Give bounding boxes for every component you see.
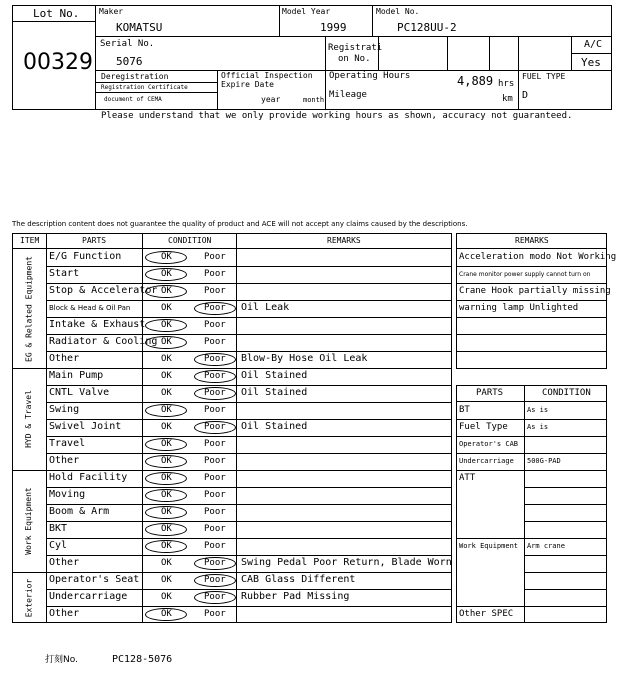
row-divider — [46, 606, 452, 607]
ok-label: OK — [161, 286, 172, 296]
row-divider — [46, 385, 452, 386]
spec-part: Other SPEC — [459, 609, 514, 619]
part-name: Hold Facility — [49, 472, 128, 483]
ok-circle-mark — [145, 438, 187, 451]
ok-circle-mark — [145, 506, 187, 519]
poor-label: Poor — [204, 269, 226, 279]
part-name: BKT — [49, 523, 68, 534]
poor-label: Poor — [204, 524, 226, 534]
poor-label: Poor — [204, 439, 226, 449]
poor-label: Poor — [204, 490, 226, 500]
part-name: Other — [49, 353, 80, 364]
row-divider — [456, 266, 607, 267]
remark-text: Blow-By Hose Oil Leak — [241, 353, 368, 364]
inspection-label: Official Inspection — [221, 71, 313, 80]
ok-circle-mark — [145, 523, 187, 536]
registration-cert-label: Registration Certificate — [101, 84, 188, 91]
poor-label: Poor — [204, 456, 226, 466]
ok-circle-mark — [145, 472, 187, 485]
row-divider — [524, 521, 607, 522]
part-name: Travel — [49, 438, 86, 449]
divider — [95, 92, 217, 93]
part-name: Intake & Exhaust — [49, 319, 146, 330]
poor-circle-mark — [194, 302, 236, 315]
part-name: Cyl — [49, 540, 68, 551]
divider — [279, 5, 280, 36]
row-divider — [46, 283, 452, 284]
poor-label: Poor — [204, 286, 226, 296]
ok-label: OK — [161, 473, 172, 483]
row-divider — [524, 487, 607, 488]
remark-line: Crane monitor power supply cannot turn on — [459, 271, 591, 278]
row-divider — [46, 266, 452, 267]
divider — [46, 233, 47, 623]
part-name: Start — [49, 268, 80, 279]
remark-text: Oil Leak — [241, 302, 290, 313]
deregistration-label: Deregistration — [101, 72, 169, 81]
row-divider — [524, 589, 607, 590]
maker-label: Maker — [99, 7, 124, 16]
row-divider — [524, 555, 607, 556]
row-divider — [456, 453, 607, 454]
ok-label: OK — [161, 524, 172, 534]
poor-label: Poor — [204, 541, 226, 551]
spec-condition: 500G-PAD — [527, 457, 561, 465]
remark-text: Rubber Pad Missing — [241, 591, 350, 602]
part-name: Moving — [49, 489, 86, 500]
row-divider — [46, 453, 452, 454]
remarks-header: REMARKS — [515, 236, 549, 245]
row-divider — [456, 436, 607, 437]
row-divider — [524, 504, 607, 505]
ok-label: OK — [161, 575, 172, 585]
poor-label: Poor — [204, 575, 226, 585]
col-header-remarks: REMARKS — [327, 236, 361, 245]
part-name: Swing — [49, 404, 80, 415]
part-name: Swivel Joint — [49, 421, 122, 432]
divider — [12, 248, 452, 249]
poor-label: Poor — [204, 337, 226, 347]
inspection-label-2: Expire Date — [221, 80, 274, 89]
serial-label: Serial No. — [100, 39, 155, 49]
divider — [571, 53, 612, 54]
spec-part: Operator's CAB — [459, 440, 519, 448]
poor-label: Poor — [204, 592, 226, 602]
ok-circle-mark — [145, 251, 187, 264]
ok-label: OK — [161, 371, 172, 381]
remark-text: Oil Stained — [241, 370, 308, 381]
remark-line: Acceleration modo Not Working — [459, 252, 617, 262]
poor-label: Poor — [204, 354, 226, 364]
poor-label: Poor — [204, 609, 226, 619]
spec-part: ATT — [459, 473, 476, 483]
part-name: CNTL Valve — [49, 387, 110, 398]
divider — [456, 401, 607, 402]
ok-label: OK — [161, 422, 172, 432]
divider — [95, 5, 96, 110]
remark-text: Oil Stained — [241, 387, 308, 398]
spec-part: BT — [459, 405, 470, 415]
part-name: Other — [49, 455, 80, 466]
poor-circle-mark — [194, 421, 236, 434]
ok-circle-mark — [145, 489, 187, 502]
poor-label: Poor — [204, 558, 226, 568]
row-divider — [456, 300, 607, 301]
row-divider — [456, 538, 607, 539]
spec-parts-header: PARTS — [476, 388, 504, 398]
stamp-no-label: 打刻No. — [45, 655, 78, 665]
ok-label: OK — [161, 269, 172, 279]
ok-circle-mark — [145, 336, 187, 349]
ok-label: OK — [161, 439, 172, 449]
row-divider — [46, 402, 452, 403]
row-divider — [46, 317, 452, 318]
row-divider — [46, 538, 452, 539]
row-divider — [456, 606, 607, 607]
ok-label: OK — [161, 303, 172, 313]
row-divider — [456, 351, 607, 352]
row-divider — [46, 351, 452, 352]
lot-number: 00329 — [23, 50, 93, 75]
ok-circle-mark — [145, 455, 187, 468]
row-divider — [456, 419, 607, 420]
col-header-item: ITEM — [20, 236, 40, 245]
ok-circle-mark — [145, 268, 187, 281]
ok-circle-mark — [145, 608, 187, 621]
poor-label: Poor — [204, 507, 226, 517]
ok-label: OK — [161, 541, 172, 551]
poor-circle-mark — [194, 557, 236, 570]
serial-value: 5076 — [116, 55, 143, 68]
spec-condition: Arm crane — [527, 542, 565, 550]
row-divider — [46, 555, 452, 556]
row-divider — [46, 504, 452, 505]
part-name: Undercarriage — [49, 591, 128, 602]
spec-part: Undercarriage — [459, 457, 514, 465]
remark-line: Crane Hook partially missing — [459, 286, 611, 296]
divider — [12, 21, 95, 22]
part-name: E/G Function — [49, 251, 122, 262]
part-name: Main Pump — [49, 370, 104, 381]
divider — [95, 82, 217, 83]
row-divider — [456, 317, 607, 318]
divider — [447, 36, 448, 70]
registration-label: Registrati — [328, 43, 383, 53]
ac-label: A/C — [584, 39, 603, 50]
ok-label: OK — [161, 354, 172, 364]
poor-label: Poor — [204, 388, 226, 398]
row-divider — [456, 283, 607, 284]
model-no-value: PC128UU-2 — [397, 21, 457, 34]
poor-circle-mark — [194, 353, 236, 366]
spec-part: Fuel Type — [459, 422, 508, 432]
operating-hours-value: 4,889 — [457, 74, 494, 88]
group-divider — [12, 572, 452, 573]
row-divider — [456, 470, 607, 471]
col-header-parts: PARTS — [82, 236, 107, 245]
poor-circle-mark — [194, 370, 236, 383]
ok-label: OK — [161, 456, 172, 466]
remark-text: CAB Glass Different — [241, 574, 356, 585]
disclaimer: The description content does not guarantee the quality of product and ACE will not accept any claims caused by the descriptions. — [12, 220, 468, 228]
row-divider — [46, 300, 452, 301]
poor-circle-mark — [194, 574, 236, 587]
divider — [217, 70, 218, 110]
row-divider — [46, 521, 452, 522]
divider — [518, 36, 519, 70]
ok-label: OK — [161, 592, 172, 602]
part-name: Operator's Seat — [49, 574, 140, 585]
part-name: Stop & Accelerator — [49, 285, 158, 296]
divider — [518, 70, 519, 110]
fuel-type-label: FUEL TYPE — [522, 72, 566, 81]
poor-label: Poor — [204, 252, 226, 262]
ok-label: OK — [161, 252, 172, 262]
cema-label: document of CEMA — [104, 96, 162, 103]
fuel-type-value: D — [522, 90, 529, 101]
ok-label: OK — [161, 320, 172, 330]
group-label: Exterior — [24, 578, 33, 617]
poor-circle-mark — [194, 387, 236, 400]
year-label: year — [261, 95, 281, 104]
mileage-label: Mileage — [329, 90, 367, 100]
registration-label-2: on No. — [338, 54, 371, 64]
part-name: Boom & Arm — [49, 506, 110, 517]
poor-label: Poor — [204, 422, 226, 432]
ok-circle-mark — [145, 540, 187, 553]
row-divider — [46, 589, 452, 590]
divider — [325, 36, 326, 110]
row-divider — [46, 419, 452, 420]
poor-label: Poor — [204, 473, 226, 483]
poor-label: Poor — [204, 371, 226, 381]
divider — [378, 36, 379, 70]
row-divider — [46, 487, 452, 488]
divider — [456, 248, 607, 249]
ok-label: OK — [161, 388, 172, 398]
row-divider — [46, 334, 452, 335]
lot-no-label: Lot No. — [33, 7, 80, 20]
part-name: Radiator & Cooling — [49, 336, 158, 347]
ok-circle-mark — [145, 404, 187, 417]
ok-label: OK — [161, 507, 172, 517]
divider — [95, 36, 612, 37]
spec-condition-header: CONDITION — [542, 388, 591, 398]
group-label: EG & Related Equipment — [24, 255, 33, 362]
ok-label: OK — [161, 609, 172, 619]
group-label: HYD & Travel — [24, 390, 33, 448]
maker-value: KOMATSU — [116, 21, 163, 34]
ok-circle-mark — [145, 285, 187, 298]
remark-text: Oil Stained — [241, 421, 308, 432]
km-label: km — [502, 94, 513, 104]
model-no-label: Model No. — [376, 7, 420, 16]
ok-label: OK — [161, 405, 172, 415]
part-name: Other — [49, 557, 80, 568]
divider — [236, 233, 237, 623]
row-divider — [46, 436, 452, 437]
stamp-no-value: PC128-5076 — [112, 654, 173, 665]
ok-label: OK — [161, 337, 172, 347]
divider — [489, 36, 490, 70]
ok-circle-mark — [145, 319, 187, 332]
ok-label: OK — [161, 558, 172, 568]
model-year-value: 1999 — [320, 21, 347, 34]
col-header-condition: CONDITION — [168, 236, 212, 245]
spec-condition: As is — [527, 423, 549, 431]
poor-label: Poor — [204, 320, 226, 330]
remark-text: Swing Pedal Poor Return, Blade Worn — [241, 557, 452, 568]
poor-circle-mark — [194, 591, 236, 604]
group-divider — [12, 368, 452, 369]
ac-value: Yes — [581, 56, 601, 69]
row-divider — [524, 572, 607, 573]
part-name: Block & Head & Oil Pan — [49, 304, 131, 312]
working-hours-note: Please understand that we only provide working hours as shown, accuracy not guaranteed. — [101, 111, 573, 121]
part-name: Other — [49, 608, 80, 619]
model-year-label: Model Year — [282, 7, 331, 16]
row-divider — [456, 334, 607, 335]
month-label: month — [303, 96, 325, 104]
operating-hours-label: Operating Hours — [329, 71, 411, 81]
divider — [372, 5, 373, 36]
hrs-label: hrs — [498, 79, 515, 89]
ok-label: OK — [161, 490, 172, 500]
spec-condition: As is — [527, 406, 549, 414]
remark-line: warning lamp Unlighted — [459, 303, 579, 313]
poor-label: Poor — [204, 303, 226, 313]
group-label: Work Equipment — [24, 487, 33, 555]
spec-part: Work Equipment — [459, 542, 519, 550]
group-divider — [12, 470, 452, 471]
poor-label: Poor — [204, 405, 226, 415]
